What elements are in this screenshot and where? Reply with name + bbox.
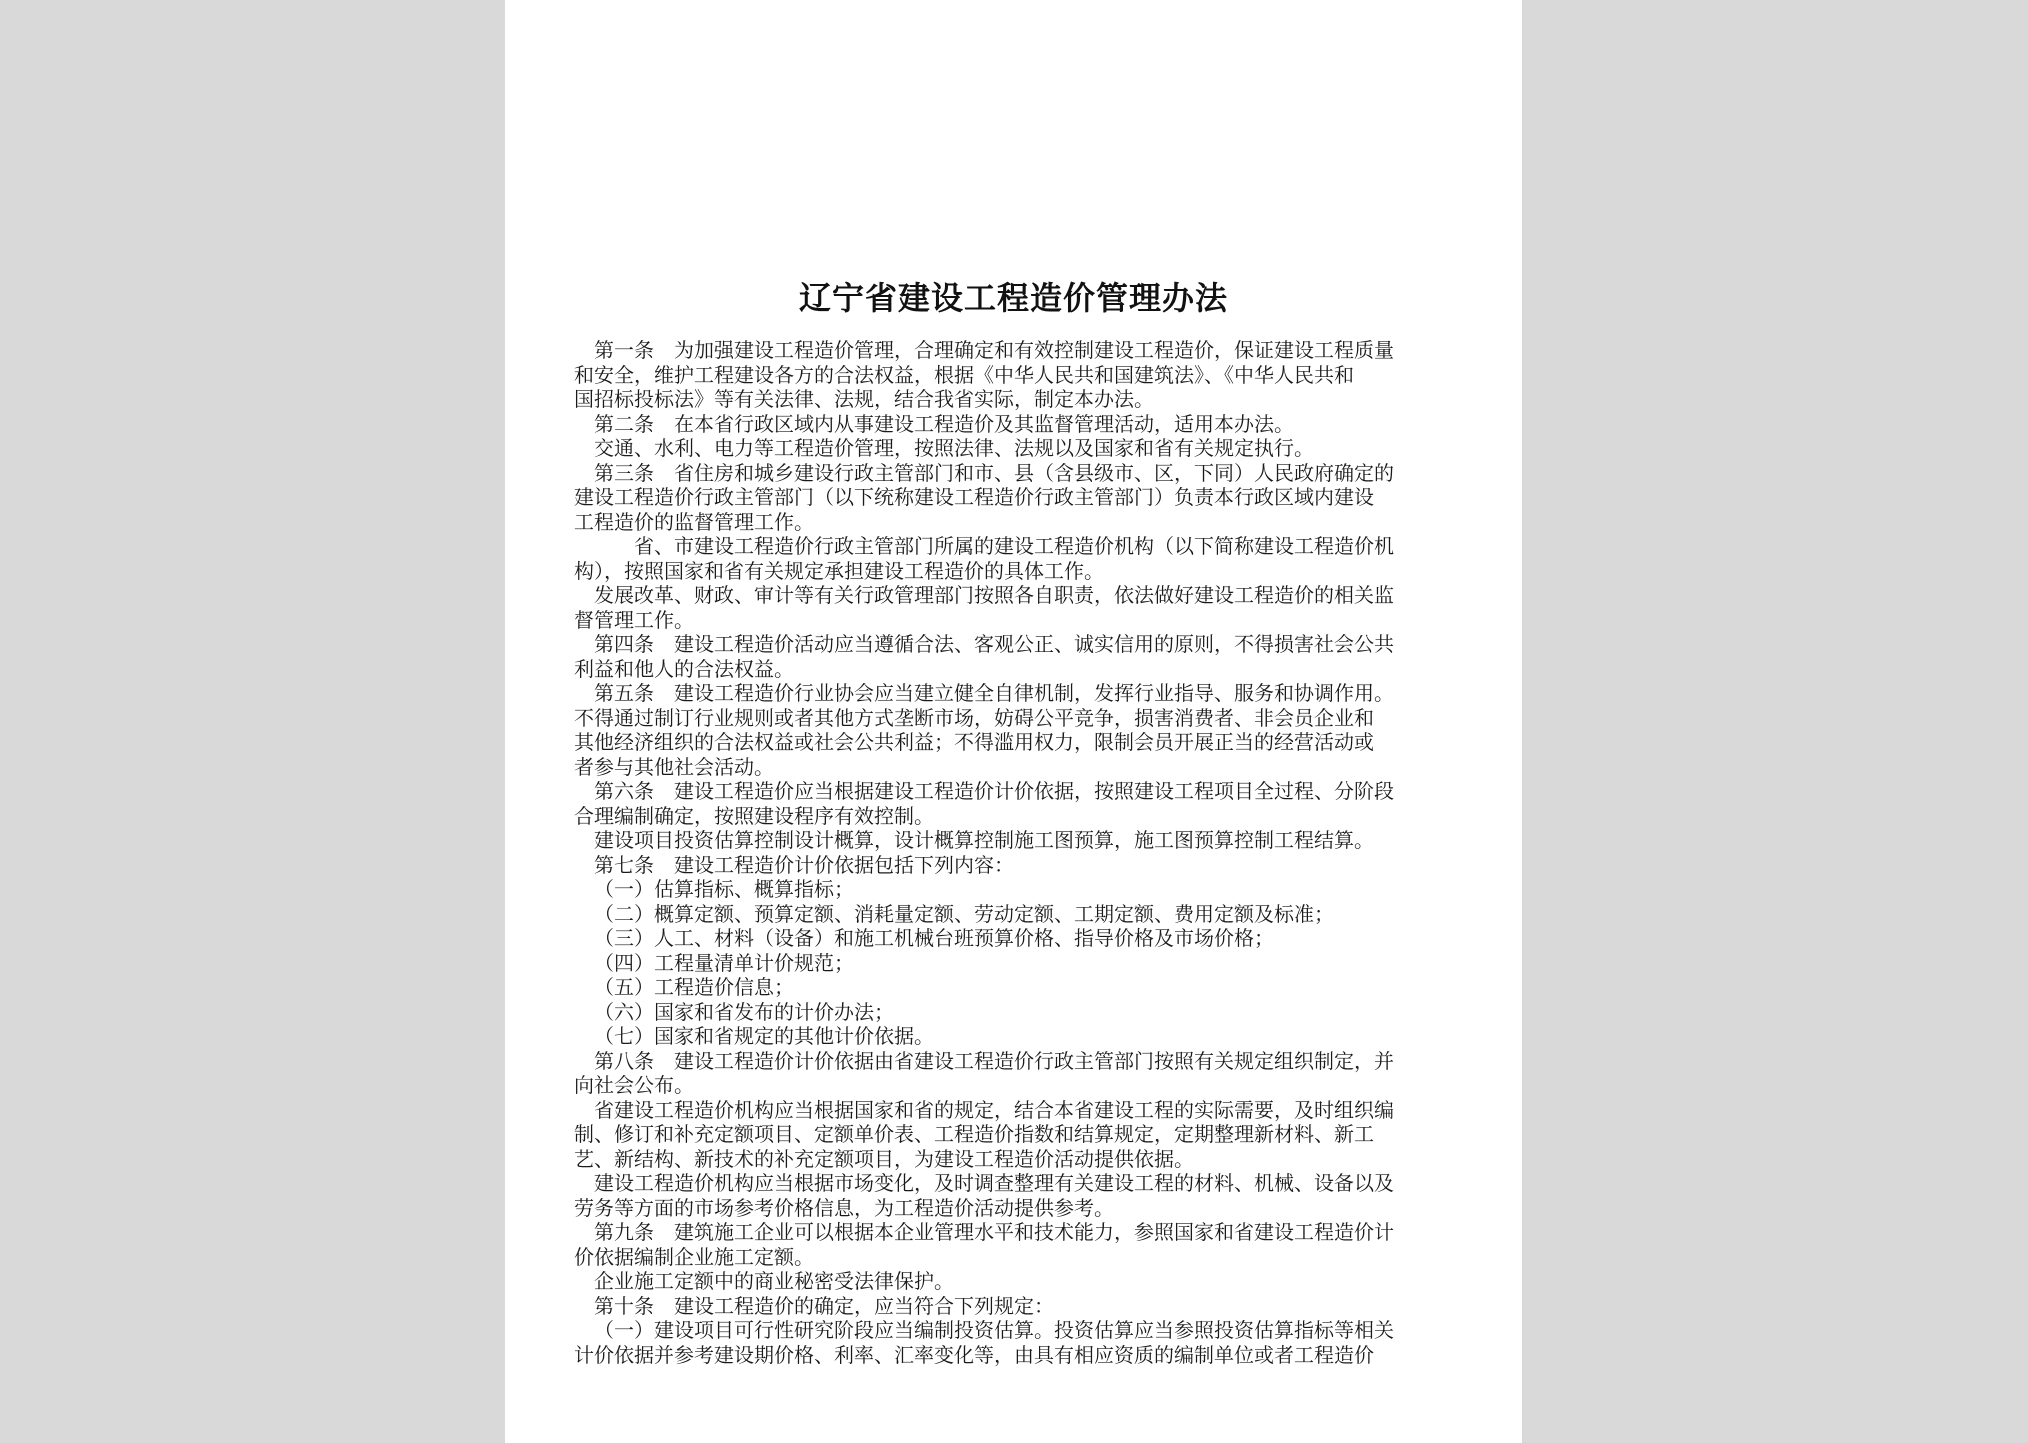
text-line: 计价依据并参考建设期价格、利率、汇率变化等，由具有相应资质的编制单位或者工程造价 bbox=[574, 1342, 1374, 1367]
text-line: （一）估算指标、概算指标； bbox=[594, 877, 854, 901]
text-line: 和安全，维护工程建设各方的合法权益，根据《中华人民共和国建筑法》、《中华人民共和 bbox=[574, 362, 1354, 387]
text-line: 发展改革、财政、审计等有关行政管理部门按照各自职责，依法做好建设工程造价的相关监 bbox=[594, 583, 1394, 607]
text-line: （一）建设项目可行性研究阶段应当编制投资估算。投资估算应当参照投资估算指标等相关 bbox=[594, 1318, 1394, 1342]
text-line: 第一条 为加强建设工程造价管理，合理确定和有效控制建设工程造价，保证建设工程质量 bbox=[594, 338, 1394, 362]
text-line: 第八条 建设工程造价计价依据由省建设工程造价行政主管部门按照有关规定组织制定，并 bbox=[594, 1048, 1394, 1073]
text-line: 第五条 建设工程造价行业协会应当建立健全自律机制，发挥行业指导、服务和协调作用。 bbox=[594, 681, 1394, 705]
text-line: 向社会公布。 bbox=[574, 1073, 694, 1097]
text-line: 建设项目投资估算控制设计概算，设计概算控制施工图预算，施工图预算控制工程结算。 bbox=[594, 828, 1374, 852]
text-line: 建设工程造价行政主管部门（以下统称建设工程造价行政主管部门）负责本行政区域内建设 bbox=[574, 485, 1374, 509]
text-line: 第七条 建设工程造价计价依据包括下列内容： bbox=[594, 852, 1014, 877]
text-line: （六）国家和省发布的计价办法； bbox=[594, 999, 894, 1024]
text-line: 价依据编制企业施工定额。 bbox=[574, 1244, 814, 1269]
text-line: 利益和他人的合法权益。 bbox=[574, 656, 794, 681]
document-title: 辽宁省建设工程造价管理办法 bbox=[798, 279, 1228, 317]
text-line: 者参与其他社会活动。 bbox=[574, 754, 774, 779]
text-line: 督管理工作。 bbox=[574, 607, 694, 632]
text-line: 省、市建设工程造价行政主管部门所属的建设工程造价机构（以下简称建设工程造价机 bbox=[634, 534, 1394, 558]
text-line: （七）国家和省规定的其他计价依据。 bbox=[594, 1024, 934, 1048]
text-line: （二）概算定额、预算定额、消耗量定额、劳动定额、工期定额、费用定额及标准； bbox=[594, 901, 1334, 926]
text-line: 不得通过制订行业规则或者其他方式垄断市场，妨碍公平竞争，损害消费者、非会员企业和 bbox=[574, 705, 1374, 730]
text-line: 第四条 建设工程造价活动应当遵循合法、客观公正、诚实信用的原则，不得损害社会公共 bbox=[594, 632, 1394, 656]
text-line: 艺、新结构、新技术的补充定额项目，为建设工程造价活动提供依据。 bbox=[574, 1146, 1194, 1171]
text-line: 企业施工定额中的商业秘密受法律保护。 bbox=[594, 1269, 954, 1293]
text-line: 劳务等方面的市场参考价格信息，为工程造价活动提供参考。 bbox=[574, 1195, 1114, 1220]
text-line: 第六条 建设工程造价应当根据建设工程造价计价依据，按照建设工程项目全过程、分阶段 bbox=[594, 779, 1394, 803]
text-line: （三）人工、材料（设备）和施工机械台班预算价格、指导价格及市场价格； bbox=[594, 926, 1274, 950]
text-line: 制、修订和补充定额项目、定额单价表、工程造价指数和结算规定，定期整理新材料、新工 bbox=[574, 1122, 1374, 1146]
text-line: 第十条 建设工程造价的确定，应当符合下列规定： bbox=[594, 1293, 1054, 1318]
text-line: 合理编制确定，按照建设程序有效控制。 bbox=[574, 803, 934, 828]
document-page bbox=[505, 0, 1522, 1443]
text-line: 其他经济组织的合法权益或社会公共利益；不得滥用权力，限制会员开展正当的经营活动或 bbox=[574, 730, 1374, 754]
text-line: （五）工程造价信息； bbox=[594, 975, 794, 999]
text-line: 交通、水利、电力等工程造价管理，按照法律、法规以及国家和省有关规定执行。 bbox=[594, 436, 1314, 460]
text-line: 省建设工程造价机构应当根据国家和省的规定，结合本省建设工程的实际需要，及时组织编 bbox=[594, 1097, 1394, 1122]
text-line: 第九条 建筑施工企业可以根据本企业管理水平和技术能力，参照国家和省建设工程造价计 bbox=[594, 1220, 1394, 1244]
text-line: 第三条 省住房和城乡建设行政主管部门和市、县（含县级市、区，下同）人民政府确定的 bbox=[594, 460, 1394, 485]
text-line: 建设工程造价机构应当根据市场变化，及时调查整理有关建设工程的材料、机械、设备以及 bbox=[594, 1171, 1394, 1195]
text-line: 国招标投标法》等有关法律、法规，结合我省实际，制定本办法。 bbox=[574, 387, 1154, 411]
text-line: 工程造价的监督管理工作。 bbox=[574, 509, 814, 534]
text-line: 第二条 在本省行政区域内从事建设工程造价及其监督管理活动，适用本办法。 bbox=[594, 411, 1294, 436]
document-body bbox=[574, 338, 1459, 1367]
text-line: （四）工程量清单计价规范； bbox=[594, 950, 854, 975]
text-line: 构），按照国家和省有关规定承担建设工程造价的具体工作。 bbox=[574, 558, 1104, 583]
